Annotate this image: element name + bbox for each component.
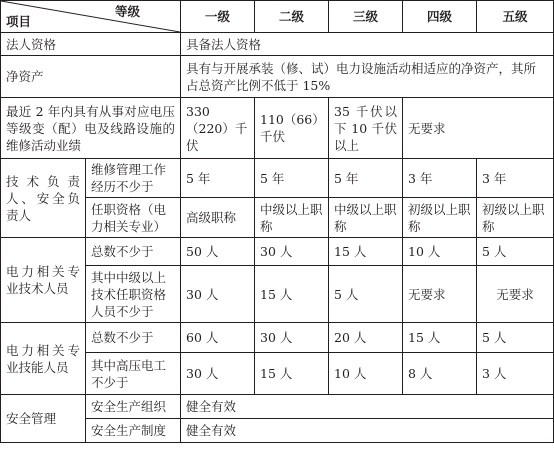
tech-lead-qualification-label: 任职资格（电力相关专业） (86, 198, 181, 238)
table-row (1, 98, 554, 159)
level-header-1: 一级 (181, 1, 255, 33)
tech-staff-total-4: 10 人 (403, 238, 477, 266)
tech-lead-qualification-3: 中级以上职称 (329, 198, 403, 238)
skill-staff-total-5: 5 人 (477, 323, 554, 353)
safety-system-value: 健全有效 (181, 419, 554, 443)
skill-staff-total-1: 60 人 (181, 323, 255, 353)
performance-level-1: 330（220）千伏 (181, 98, 255, 159)
skill-staff-total-3: 20 人 (329, 323, 403, 353)
assets-label: 净资产 (1, 56, 181, 98)
tech-staff-mid-label: 其中中级以上技术任职资格人员不少于 (86, 266, 181, 323)
table-row (1, 56, 554, 98)
tech-staff-total-5: 5 人 (477, 238, 554, 266)
tech-lead-qualification-4: 初级以上职称 (403, 198, 477, 238)
safety-org-label: 安全生产组织 (86, 395, 181, 419)
tech-lead-experience-2: 5 年 (255, 159, 329, 198)
tech-staff-label: 电力相关专业技术人员 (1, 238, 86, 323)
skill-staff-total-label: 总数不少于 (86, 323, 181, 353)
skill-staff-total-2: 30 人 (255, 323, 329, 353)
tech-staff-total-label: 总数不少于 (86, 238, 181, 266)
level-header-2: 二级 (255, 1, 329, 33)
tech-lead-experience-4: 3 年 (403, 159, 477, 198)
table-row (1, 33, 554, 56)
performance-level-3: 35 千伏以下 10 千伏以上 (329, 98, 403, 159)
tech-lead-qualification-5: 初级以上职称 (477, 198, 554, 238)
skill-staff-hv-5: 3 人 (477, 353, 554, 395)
performance-level-2: 110（66）千伏 (255, 98, 329, 159)
safety-system-label: 安全生产制度 (86, 419, 181, 443)
tech-lead-qualification-2: 中级以上职称 (255, 198, 329, 238)
level-header-5: 五级 (477, 1, 554, 33)
tech-staff-mid-4: 无要求 (403, 266, 477, 323)
tech-staff-mid-1: 30 人 (181, 266, 255, 323)
header-row (1, 1, 554, 33)
performance-label: 最近 2 年内具有从事对应电压等级变（配）电及线路设施的维修活动业绩 (1, 98, 181, 159)
legal-value: 具备法人资格 (181, 33, 554, 56)
tech-staff-mid-5: 无要求 (477, 266, 554, 323)
assets-value: 具有与开展承装（修、试）电力设施活动相适应的净资产，其所占总资产比例不低于 15% (181, 56, 554, 98)
skill-staff-hv-2: 15 人 (255, 353, 329, 395)
table-row (1, 323, 554, 353)
tech-lead-experience-5: 3 年 (477, 159, 554, 198)
tech-lead-experience-1: 5 年 (181, 159, 255, 198)
tech-staff-mid-3: 5 人 (329, 266, 403, 323)
tech-lead-experience-3: 5 年 (329, 159, 403, 198)
tech-lead-label: 技术负责人、安全负责人 (1, 159, 86, 238)
table-row (1, 238, 554, 266)
corner-item-label: 项目 (6, 14, 32, 29)
tech-staff-total-3: 15 人 (329, 238, 403, 266)
safety-label: 安全管理 (1, 395, 86, 443)
performance-level-4-5: 无要求 (403, 98, 554, 159)
skill-staff-hv-3: 10 人 (329, 353, 403, 395)
corner-header-cell (1, 1, 181, 33)
safety-org-value: 健全有效 (181, 395, 554, 419)
level-header-3: 三级 (329, 1, 403, 33)
tech-lead-experience-label: 维修管理工作经历不少于 (86, 159, 181, 198)
legal-label: 法人资格 (1, 33, 181, 56)
skill-staff-hv-4: 8 人 (403, 353, 477, 395)
table-row (1, 159, 554, 198)
tech-staff-total-2: 30 人 (255, 238, 329, 266)
skill-staff-label: 电力相关专业技能人员 (1, 323, 86, 395)
corner-level-label: 等级 (114, 4, 140, 19)
level-header-4: 四级 (403, 1, 477, 33)
skill-staff-total-4: 15 人 (403, 323, 477, 353)
skill-staff-hv-label: 其中高压电工不少于 (86, 353, 181, 395)
table-row (1, 395, 554, 419)
tech-staff-mid-2: 15 人 (255, 266, 329, 323)
tech-staff-total-1: 50 人 (181, 238, 255, 266)
tech-lead-qualification-1: 高级职称 (181, 198, 255, 238)
skill-staff-hv-1: 30 人 (181, 353, 255, 395)
